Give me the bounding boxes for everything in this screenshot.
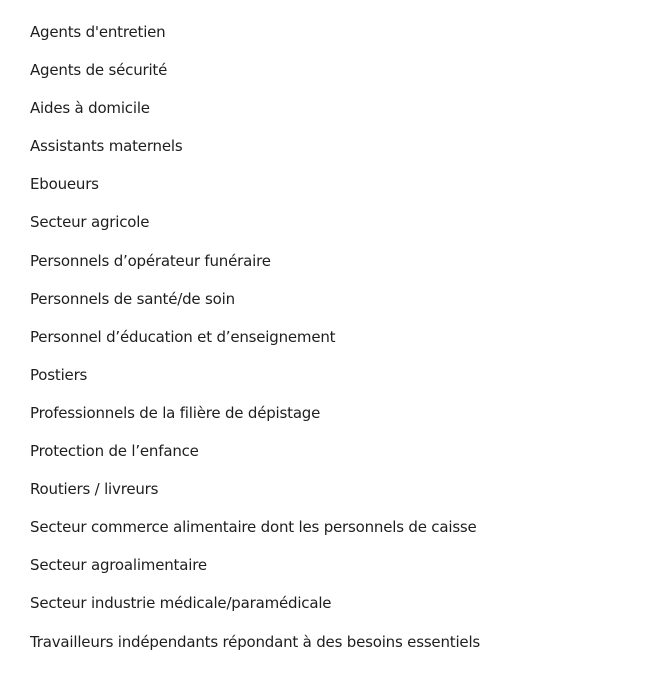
list-item: Secteur commerce alimentaire dont les personnels de caisse — [30, 518, 477, 537]
list-item: Personnels d’opérateur funéraire — [30, 251, 271, 270]
list-item: Personnel d’éducation et d’enseignement — [30, 327, 336, 346]
list-item: Eboueurs — [30, 175, 99, 194]
list-item: Aides à domicile — [30, 99, 150, 118]
list-item: Agents de sécurité — [30, 61, 168, 80]
profession-list — [30, 22, 480, 670]
list-item: Routiers / livreurs — [30, 480, 159, 499]
list-item: Secteur industrie médicale/paramédicale — [30, 594, 332, 613]
list-item: Travailleurs indépendants répondant à des besoins essentiels — [30, 632, 481, 651]
list-item: Professionnels de la filière de dépistage — [30, 403, 321, 422]
list-item: Secteur agricole — [30, 213, 150, 232]
list-item: Secteur agroalimentaire — [30, 556, 207, 575]
list-item: Protection de l’enfance — [30, 442, 199, 461]
list-item: Agents d'entretien — [30, 23, 166, 41]
list-item: Postiers — [30, 365, 88, 384]
list-item: Personnels de santé/de soin — [30, 289, 235, 308]
list-item: Assistants maternels — [30, 137, 183, 156]
